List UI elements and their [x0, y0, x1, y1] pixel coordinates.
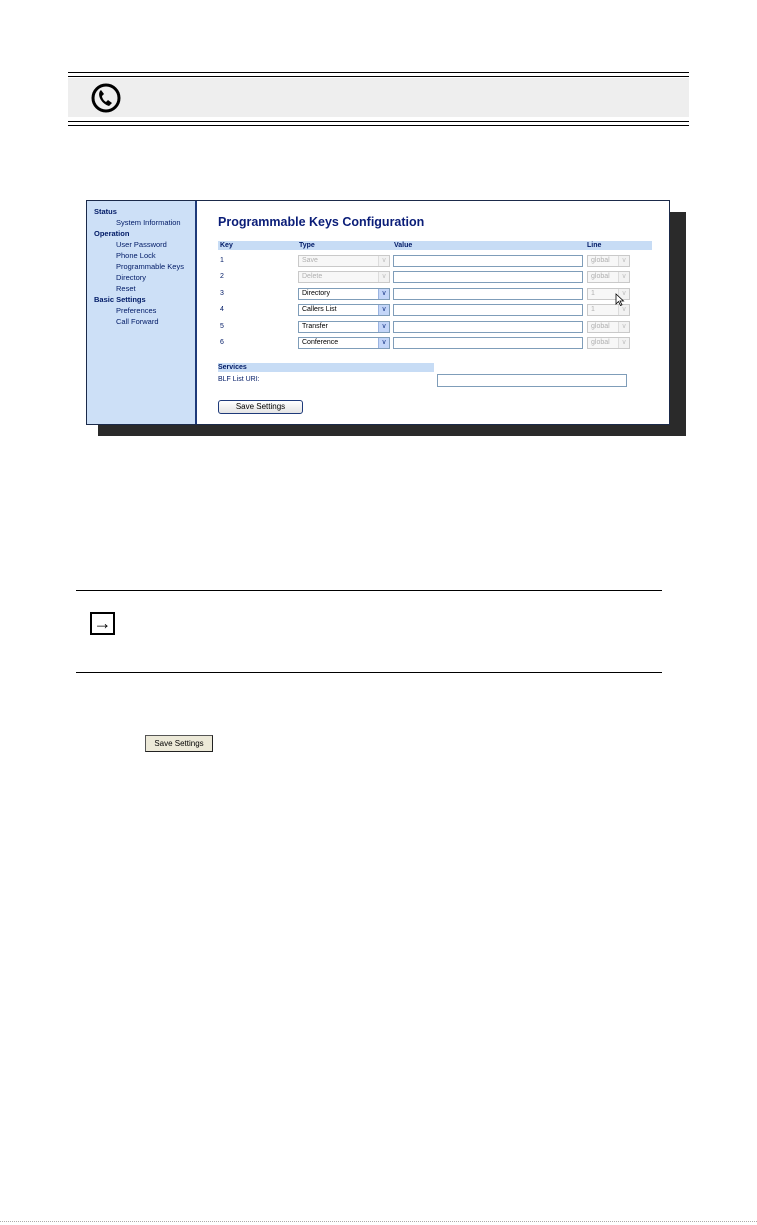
key-number: 2 — [220, 273, 224, 281]
chevron-down-icon: ∨ — [618, 272, 629, 282]
line-select — [587, 255, 630, 267]
page-bottom-border — [0, 1221, 757, 1222]
note-rule-top — [76, 590, 662, 591]
banner-rule-bottom-1 — [68, 121, 689, 122]
chevron-down-icon: ∨ — [378, 256, 389, 266]
save-settings-button-image[interactable]: Save Settings — [145, 735, 213, 752]
line-select — [587, 321, 630, 333]
table-row — [218, 304, 632, 316]
table-row — [218, 288, 632, 300]
banner-rule-top-2 — [68, 76, 689, 77]
table-row — [218, 337, 632, 349]
arrow-note-icon: → — [90, 612, 115, 635]
web-ui-screenshot — [86, 200, 670, 425]
sidebar-nav — [87, 201, 197, 424]
sidebar-item-reset[interactable]: Reset — [116, 284, 136, 293]
type-select-value: Callers List — [302, 306, 337, 314]
chevron-down-icon: ∨ — [618, 256, 629, 266]
line-select — [587, 337, 630, 349]
line-select-value: 1 — [591, 289, 595, 297]
table-row — [218, 321, 632, 333]
line-select-value: global — [591, 339, 610, 346]
sidebar-item-preferences[interactable]: Preferences — [116, 306, 157, 315]
type-select[interactable] — [298, 288, 390, 300]
value-input[interactable] — [393, 337, 583, 349]
line-select-value: global — [591, 273, 610, 281]
value-input[interactable] — [393, 321, 583, 333]
chevron-down-icon: ∨ — [618, 305, 629, 315]
type-select[interactable] — [298, 304, 390, 316]
type-select — [298, 271, 390, 283]
line-select-value: global — [591, 257, 610, 264]
banner — [68, 78, 689, 117]
sidebar-section-basic-settings: Basic Settings — [94, 295, 146, 304]
key-number: 1 — [220, 257, 224, 264]
blf-list-uri-label: BLF List URI: — [218, 376, 260, 383]
chevron-down-icon: ∨ — [618, 338, 629, 348]
key-number: 3 — [220, 289, 224, 297]
banner-rule-bottom-2 — [68, 125, 689, 126]
type-select-value: Save — [302, 257, 318, 264]
sidebar-item-phone-lock[interactable]: Phone Lock — [116, 251, 156, 260]
blf-list-uri-input[interactable] — [437, 374, 627, 387]
value-input[interactable] — [393, 288, 583, 300]
key-number: 6 — [220, 339, 224, 346]
line-select — [587, 271, 630, 283]
line-select-value: 1 — [591, 306, 595, 314]
type-select-value: Transfer — [302, 322, 328, 330]
column-header-line: Line — [587, 242, 602, 249]
table-row — [218, 271, 632, 283]
table-row — [218, 255, 632, 267]
save-settings-button[interactable]: Save Settings — [218, 400, 303, 414]
column-header-type: Type — [299, 242, 315, 249]
type-select-value: Delete — [302, 273, 323, 281]
type-select[interactable] — [298, 337, 390, 349]
value-input[interactable] — [393, 304, 583, 316]
chevron-down-icon: ∨ — [618, 289, 629, 299]
main-content — [198, 201, 669, 424]
type-select-value: Conference — [302, 339, 339, 346]
chevron-down-icon: ∨ — [378, 272, 389, 282]
table-header — [218, 241, 652, 250]
sidebar-item-programmable-keys[interactable]: Programmable Keys — [116, 262, 184, 271]
sidebar-item-call-forward[interactable]: Call Forward — [116, 317, 159, 326]
mouse-pointer-icon — [615, 293, 625, 306]
type-select — [298, 255, 390, 267]
chevron-down-icon: ∨ — [378, 305, 389, 315]
page-title: Programmable Keys Configuration — [218, 215, 425, 229]
services-heading: Services — [218, 363, 434, 372]
value-input[interactable] — [393, 271, 583, 283]
note-rule-bottom — [76, 672, 662, 673]
sidebar-item-directory[interactable]: Directory — [116, 273, 147, 282]
line-select-value: global — [591, 322, 610, 330]
sidebar-item-system-information[interactable]: System Information — [116, 218, 181, 227]
value-input[interactable] — [393, 255, 583, 267]
column-header-value: Value — [394, 242, 413, 249]
chevron-down-icon: ∨ — [378, 338, 389, 348]
sidebar-section-operation: Operation — [94, 229, 130, 238]
column-header-key: Key — [220, 242, 233, 249]
type-select[interactable] — [298, 321, 390, 333]
type-select-value: Directory — [302, 289, 331, 297]
chevron-down-icon: ∨ — [618, 322, 629, 332]
key-number: 5 — [220, 322, 224, 330]
sidebar-item-user-password[interactable]: User Password — [116, 240, 167, 249]
banner-rule-top-1 — [68, 72, 689, 73]
web-globe-phone-icon — [91, 83, 121, 113]
key-number: 4 — [220, 306, 224, 314]
chevron-down-icon: ∨ — [378, 322, 389, 332]
sidebar-section-status: Status — [94, 207, 117, 216]
chevron-down-icon: ∨ — [378, 289, 389, 299]
